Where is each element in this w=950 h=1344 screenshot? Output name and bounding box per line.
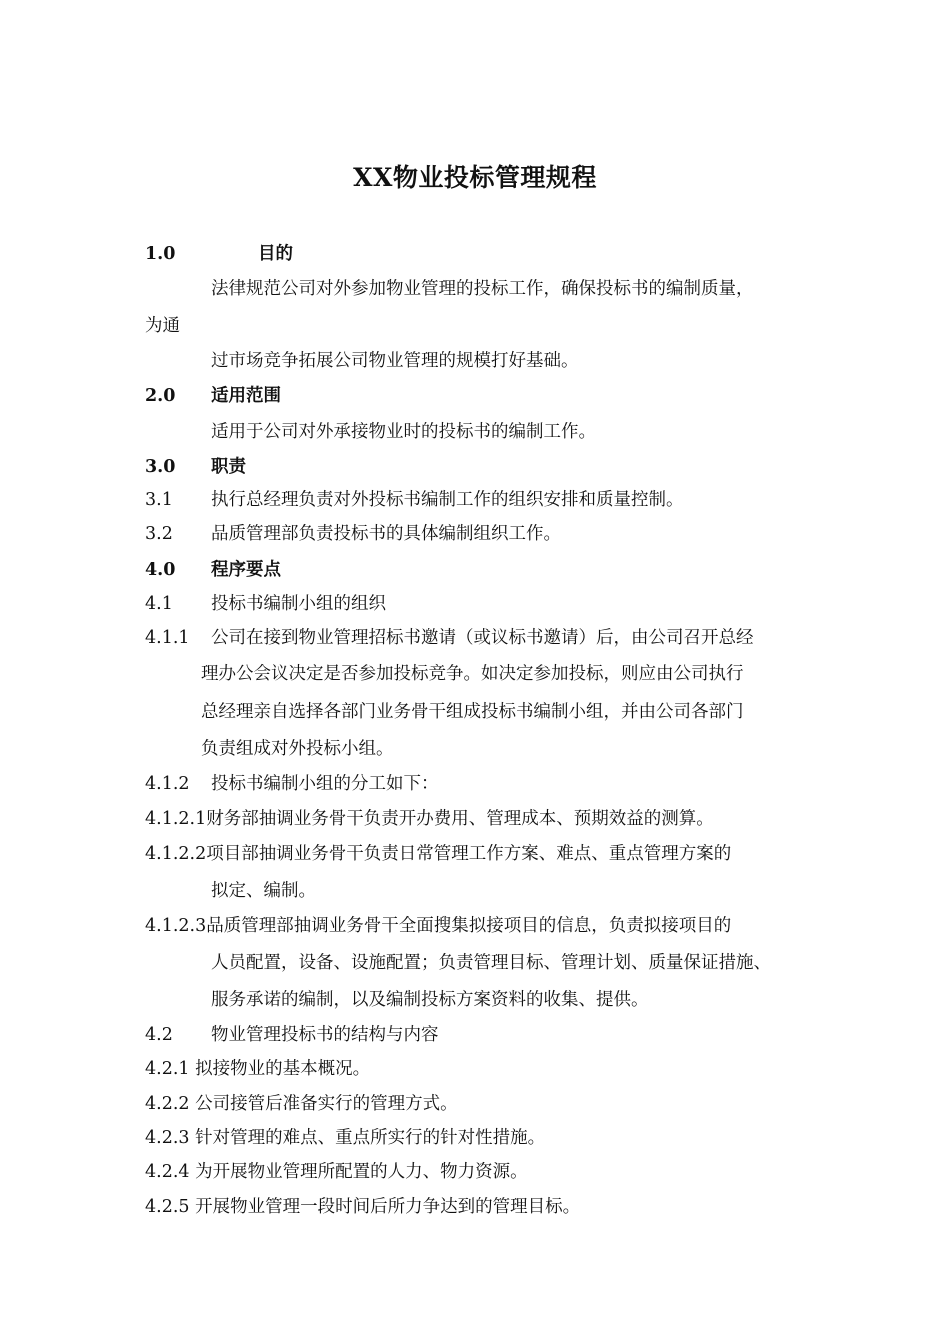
- item-text: 投标书编制小组的分工如下：: [211, 774, 439, 794]
- paragraph-line: 法律规范公司对外参加物业管理的投标工作，确保投标书的编制质量，: [211, 279, 754, 299]
- section-number: 3.0: [145, 457, 176, 477]
- item-text: 4.2.3 针对管理的难点、重点所实行的针对性措施。: [145, 1128, 546, 1148]
- item-text: 4.2.1 拟接物业的基本概况。: [145, 1059, 371, 1079]
- item-text: 4.2.5 开展物业管理一段时间后所力争达到的管理目标。: [145, 1197, 581, 1217]
- section-number: 4.0: [145, 560, 176, 580]
- item-text: 拟定、编制。: [211, 881, 316, 901]
- paragraph-line: 过市场竞争拓展公司物业管理的规模打好基础。: [211, 351, 579, 371]
- paragraph-line: 为通: [145, 316, 180, 336]
- section-heading: 适用范围: [211, 386, 281, 406]
- item-text: 4.1.2.3品质管理部抽调业务骨干全面搜集拟接项目的信息，负责拟接项目的: [145, 916, 732, 936]
- item-text: 4.2.4 为开展物业管理所配置的人力、物力资源。: [145, 1162, 528, 1182]
- item-text: 4.1.2.2项目部抽调业务骨干负责日常管理工作方案、难点、重点管理方案的: [145, 844, 732, 864]
- item-text: 4.1.2.1财务部抽调业务骨干负责开办费用、管理成本、预期效益的测算。: [145, 809, 714, 829]
- item-number: 3.1: [145, 490, 173, 510]
- section-number: 2.0: [145, 386, 176, 406]
- section-heading: 职责: [211, 457, 246, 477]
- item-number: 4.1.1: [145, 628, 190, 648]
- section-heading: 目的: [258, 244, 293, 264]
- item-text: 理办公会议决定是否参加投标竞争。如决定参加投标，则应由公司执行: [201, 664, 744, 684]
- item-text: 总经理亲自选择各部门业务骨干组成投标书编制小组，并由公司各部门: [201, 702, 744, 722]
- section-number: 1.0: [145, 244, 176, 264]
- item-text: 执行总经理负责对外投标书编制工作的组织安排和质量控制。: [211, 490, 684, 510]
- item-number: 4.2: [145, 1025, 173, 1045]
- item-number: 4.1.2: [145, 774, 190, 794]
- paragraph-line: 适用于公司对外承接物业时的投标书的编制工作。: [211, 422, 596, 442]
- item-number: 4.1: [145, 594, 173, 614]
- item-text: 人员配置，设备、设施配置；负责管理目标、管理计划、质量保证措施、: [211, 953, 771, 973]
- item-text: 物业管理投标书的结构与内容: [211, 1025, 439, 1045]
- item-text: 投标书编制小组的组织: [211, 594, 386, 614]
- item-text: 4.2.2 公司接管后准备实行的管理方式。: [145, 1094, 458, 1114]
- item-number: 3.2: [145, 524, 173, 544]
- section-heading: 程序要点: [211, 560, 281, 580]
- item-text: 公司在接到物业管理招标书邀请（或议标书邀请）后，由公司召开总经: [211, 628, 754, 648]
- item-text: 品质管理部负责投标书的具体编制组织工作。: [211, 524, 561, 544]
- document-title: XX物业投标管理规程: [353, 163, 597, 192]
- item-text: 负责组成对外投标小组。: [201, 739, 394, 759]
- item-text: 服务承诺的编制，以及编制投标方案资料的收集、提供。: [211, 990, 649, 1010]
